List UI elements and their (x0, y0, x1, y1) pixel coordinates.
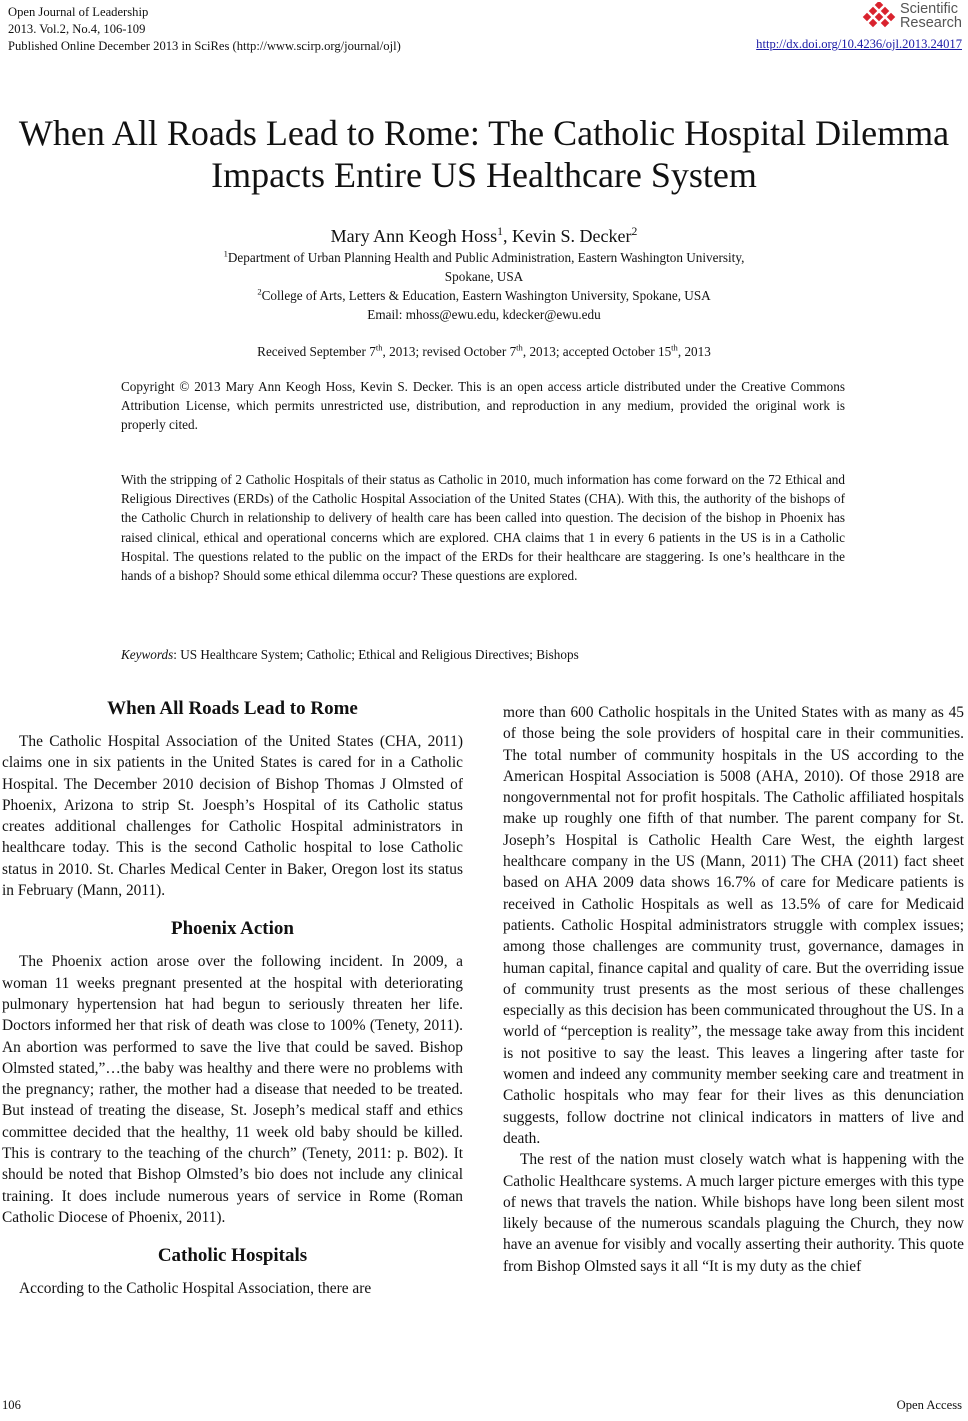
logo-text: Scientific Research (899, 1, 962, 31)
published-info: Published Online December 2013 in SciRes (http://www.scirp.org/journal/ojl) (8, 39, 401, 53)
section-heading: Catholic Hospitals (157, 1245, 308, 1267)
author-2: Kevin S. Decker (512, 226, 632, 246)
left-column (2, 697, 463, 1300)
journal-name: Open Journal of Leadership (8, 5, 149, 19)
author-email: Email: mhoss@ewu.edu, kdecker@ewu.edu (367, 307, 601, 322)
section-heading: Phoenix Action (171, 918, 294, 940)
journal-header (8, 4, 401, 55)
received-dates: Received September 7th, 2013; revised October 7th, 2013; accepted October 15th, 2013 (257, 342, 711, 359)
affiliation-1: $^1$Department of Urban Planning Health and Public Administration, Eastern Washington University, Spokane, USA (223, 248, 745, 284)
keywords (121, 645, 845, 664)
paper-title: When All Roads Lead to Rome: The Catholic Hospital Dilemma Impacts Entire US Healthcare System (18, 113, 950, 195)
right-column (503, 702, 964, 1277)
paragraph: The Phoenix action arose over the following incident. In 2009, a woman 11 weeks pregnant presented at the hospital with deteriorating pulmonary hypertension hat had begun to seriously threaten her life. Doctors informed her that risk of death was close to 100% (Tenety, 2011). An abortion was performed to save the live that could be saved. Bishop Olmsted stated,”…the baby was healthy and there were no problems with the pregnancy; rather, the mother had a disease that needed to be treated. But instead of treating the disease, St. Joseph’s medical staff and ethics committee decided that the healthy, 11 week old baby should be killed. This is contrary to the teaching of the church” (Tenety, 2011: p. B02). It should be noted that Bishop Olmsted’s bio does not include any clinical training. It does include numerous years of service in Rome (Roman Catholic Diocese of Phoenix, 2011). (2, 953, 463, 1226)
logo-diamond-icon (862, 2, 896, 30)
doi-link[interactable]: http://dx.doi.org/10.4236/ojl.2013.24017 (756, 37, 962, 51)
copyright-notice: Copyright © 2013 Mary Ann Keogh Hoss, Kevin S. Decker. This is an open access article distributed under the Creative Commons Attribution License, which permits unrestricted use, distribution, and reproduction in any medium, provided the original work is properly cited. (121, 379, 845, 433)
paragraph: more than 600 Catholic hospitals in the United States with as many as 45 of those being the sole providers of hospital care in their communities. The total number of community hospitals in the US according to the American Hospital Association is 5008 (AHA, 2010). Of those 2918 are nongovernmental not for profit hospitals. The Catholic affiliated hospitals make up roughly one fifth of that number. The parent company for St. Joseph’s Hospital is Catholic Health Care West, the eighth largest healthcare company in the US (Mann, 2011) The CHA (2011) fact sheet based on AHA 2009 data shows 16.7% of care for Medicare patients is received in Catholic Hospitals as well as 13.5% of care for Medicaid patients. Catholic Hospital administrators struggle with complex issues; among those challenges are community trust, governance, damages in human capital, finance capital and quality of care. But the overriding issue of community trust presents as the most serious of these challenges especially as this decision has been communicated throughout the US. In a world of “perception is reality”, the message take away from this incident is not positive to say the least. This leaves a lingering after taste for women and indeed any community member seeking care and treatment in Catholic hospitals who may fear for their lives as this denunciation suggests, follow doctrine not clinical indicators in matters of live and death. (503, 704, 964, 1147)
keywords-label: Keywords (121, 647, 174, 662)
publisher-block (756, 2, 962, 52)
scientific-research-logo (756, 2, 962, 30)
abstract: With the stripping of 2 Catholic Hospitals of their status as Catholic in 2010, much information has come forward on the 72 Ethical and Religious Directives (ERDs) of the Catholic Hospital Association of the United States (CHA). With this, the authority of the bishops of the Catholic Church in relationship to delivery of health care has been called into question. The decision of the bishop in Phoenix has raised clinical, ethical and operational concerns which are explored. CHA claims that 1 in every 6 patients in the US is in a Catholic Hospital. The questions related to the public on the impact of the ERDs for their healthcare are staggering. Is one’s healthcare in the hands of a bishop? Should some ethical dilemma occur? These questions are explored. (121, 472, 845, 584)
author-1: Mary Ann Keogh Hoss (330, 226, 498, 246)
affiliation-2: $^2$College of Arts, Letters & Education, Eastern Washington University, Spokane, USA (257, 286, 711, 303)
section-heading: When All Roads Lead to Rome (107, 698, 358, 719)
paragraph: The Catholic Hospital Association of the United States (CHA, 2011) claims one in six patients in the United States is cared for in a Catholic Hospital. The December 2010 decision of Bishop Thomas J Olmsted of Phoenix, Arizona to strip St. Joesph’s Hospital of its Catholic status creates additional challenges for Catholic Hospital administrators in healthcare today. This is the second Catholic hospital to lose Catholic status in 2010. St. Charles Medical Center in Baker, Oregon lost its status in February (Mann, 2011). (2, 733, 463, 900)
authors: Mary Ann Keogh Hoss$^1$, Kevin S. Decker$^2$ (330, 225, 638, 246)
paragraph: The rest of the nation must closely watch what is happening with the Catholic Healthcare systems. A much larger picture emerges with this type of news that travels the nation. While bishops have long been silent most likely because of the numerous scandals plaguing the Church, they now have an avenue for visibly and vocally asserting their authority. This quote from Bishop Olmsted says it all “It is my duty as the chief (503, 1151, 964, 1275)
keywords-text: : US Healthcare System; Catholic; Ethical and Religious Directives; Bishops (173, 647, 579, 662)
paragraph: According to the Catholic Hospital Association, there are (19, 1280, 372, 1298)
page-number: 106 (2, 1398, 21, 1412)
journal-volume: 2013. Vol.2, No.4, 106-109 (8, 22, 146, 36)
open-access-label: Open Access (896, 1398, 962, 1412)
